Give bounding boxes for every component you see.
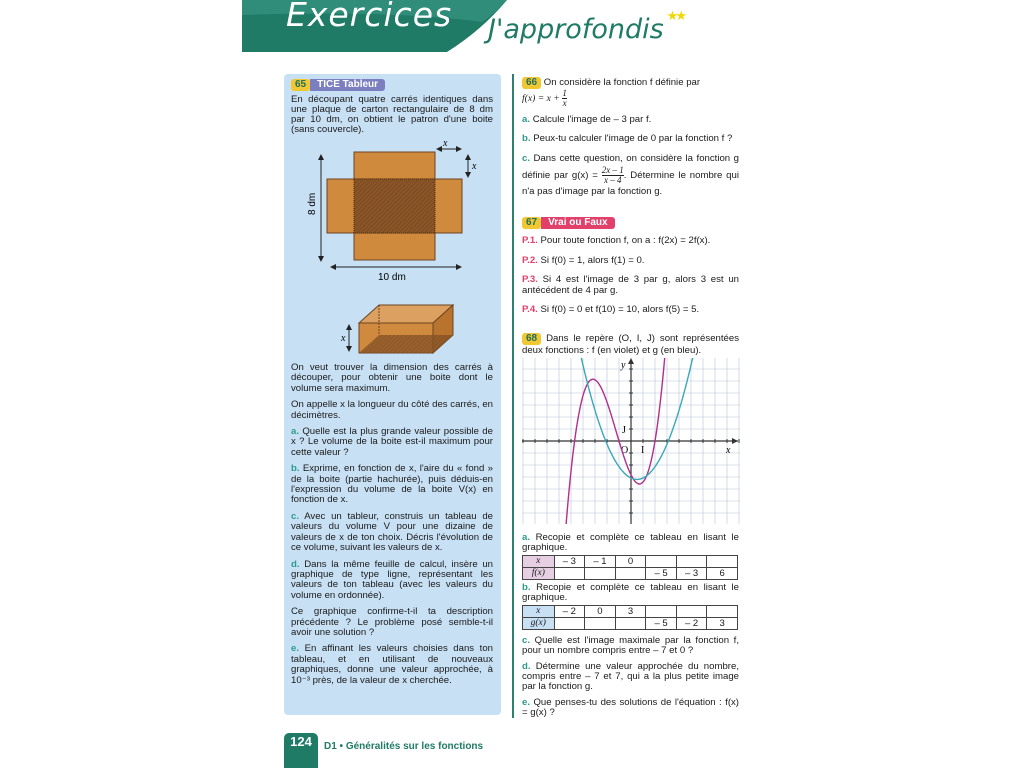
right-column xyxy=(522,77,739,726)
question-c: c. Quelle est l'image maximale par la fonction f, pour un nombre compris entre – 7 et 0 ? xyxy=(522,634,739,656)
exercise-number: 68 xyxy=(522,333,541,345)
column-divider xyxy=(512,74,514,718)
paragraph: On veut trouver la dimension des carrés à découper, pour obtenir une boite dont le volume sera maximum. xyxy=(291,362,493,394)
table-cell xyxy=(615,567,646,579)
question-e: e. En affinant les valeurs choisies dans ton tableau, et en utilisant de nouveaux graphiques, donne une valeur approchée, à 10⁻³ près, de la valeur de x cherchée. xyxy=(291,643,494,686)
table-cell xyxy=(676,555,707,567)
exercise-tag: Vrai ou Faux xyxy=(541,217,614,229)
x-axis-arrow-icon xyxy=(732,438,738,444)
table-cell: – 3 xyxy=(554,555,585,567)
table-cell xyxy=(554,617,585,629)
curve-g xyxy=(579,358,695,479)
question-b: b. Recopie et complète ce tableau en lisant le graphique. xyxy=(522,581,739,603)
question-e: e. Que penses-tu des solutions de l'équation : f(x) = g(x) ? xyxy=(522,696,740,718)
exercise-number: 66 xyxy=(522,77,541,89)
header-banner xyxy=(242,0,762,54)
table-cell xyxy=(585,617,616,629)
fig-label-x: x xyxy=(472,161,477,172)
axis-label-J: J xyxy=(622,424,626,436)
question-b: b. Exprime, en fonction de x, l'aire du « fond » de la boite (partie hachurée), puis déduis-en l'expression du volume de la boite V(x) en fonction de x. xyxy=(291,463,493,506)
row-header: x xyxy=(523,605,555,617)
table-cell: – 2 xyxy=(554,605,585,617)
paragraph: On appelle x la longueur du côté des carrés, en décimètres. xyxy=(291,399,493,421)
row-header: g(x) xyxy=(523,617,555,629)
axis-label-x: x xyxy=(726,444,731,456)
axis-label-I: I xyxy=(641,444,645,456)
true-false-item: P.2. Si f(0) = 1, alors f(1) = 0. xyxy=(522,254,645,266)
chapter-title: D1 • Généralités sur les fonctions xyxy=(324,741,484,752)
table-cell xyxy=(646,555,677,567)
fig-label-x: x xyxy=(443,138,448,149)
true-false-item: P.3. Si 4 est l'image de 3 par g, alors 3 est un antécédent de 4 par g. xyxy=(522,273,739,297)
table-cell xyxy=(707,605,738,617)
table-f xyxy=(522,555,738,580)
true-false-list xyxy=(522,235,739,315)
paragraph: En découpant quatre carrés identiques dans une plaque de carton rectangulaire de 8 dm par 10 dm, on obtient le patron d'une boite (sans couvercle). xyxy=(291,94,493,135)
table-cell xyxy=(646,605,677,617)
table-cell: 0 xyxy=(585,605,616,617)
question-a: a. Calcule l'image de – 3 par f. xyxy=(522,114,652,125)
page-number: 124 xyxy=(284,733,318,768)
table-cell: 6 xyxy=(707,567,738,579)
axis-label-O: O xyxy=(621,444,629,456)
fig-label-height: 8 dm xyxy=(307,192,318,215)
row-header: f(x) xyxy=(523,567,555,579)
exercise-67 xyxy=(522,217,739,229)
table-cell: 3 xyxy=(707,617,738,629)
table-cell: – 2 xyxy=(676,617,707,629)
question-c: c. Avec un tableur, construis un tableau de valeurs du volume V pour une dizaine de valeurs de x de ton choix. Décris l'évolution de ce volume, suivant les valeurs de x. xyxy=(291,510,493,554)
fraction: $\frac{1}{x}$ xyxy=(562,88,567,108)
row-header: x xyxy=(523,555,555,567)
fraction: $\frac{2x - 1}{x - 4}$ xyxy=(601,165,624,186)
exercise-66: 66 On considère la fonction f définie par f(x) = x + $\frac{1}{x}$ xyxy=(522,77,701,108)
question-a: a. Recopie et complète ce tableau en lisant le graphique. xyxy=(522,531,739,553)
exercise-number: 67 xyxy=(522,217,541,229)
table-cell xyxy=(707,555,738,567)
table-cell: – 3 xyxy=(676,567,707,579)
question-d: d. Détermine une valeur approchée du nombre, compris entre – 7 et 7, qui a la plus petite image par la fonction g. xyxy=(522,660,739,692)
exercise-65 xyxy=(284,74,501,715)
fig-label-width: 10 dm xyxy=(378,272,406,283)
exercise-number: 65 xyxy=(291,79,310,91)
exercise-tag: TICE Tableur xyxy=(310,79,385,91)
axis-label-y: y xyxy=(621,359,626,371)
question-d: d. Dans la même feuille de calcul, insère un graphique de type ligne, représentant les valeurs de ton tableau (avec les valeurs du volume en ordonnée). xyxy=(291,558,493,601)
function-graph xyxy=(522,358,740,524)
question-b: b. Peux-tu calculer l'image de 0 par la fonction f ? xyxy=(522,133,733,145)
table-cell: 0 xyxy=(615,555,646,567)
subtitle-row xyxy=(488,8,684,46)
table-cell: – 5 xyxy=(646,617,677,629)
exercise-68: 68 Dans le repère (O, I, J) sont représentées deux fonctions : f (en violet) et g (en bleu). xyxy=(522,333,739,357)
section-subtitle: J'approfondis xyxy=(488,14,664,45)
paragraph: Ce graphique confirme-t-il ta description précédente ? Le problème posé semble-t-il avoir une solution ? xyxy=(291,606,493,638)
true-false-item: P.4. Si f(0) = 0 et f(10) = 10, alors f(5) = 5. xyxy=(522,304,700,316)
table-cell: – 5 xyxy=(646,567,677,579)
difficulty-stars-icon: ★★ xyxy=(666,8,684,23)
table-cell xyxy=(676,605,707,617)
table-cell xyxy=(585,567,616,579)
table-cell: – 1 xyxy=(585,555,616,567)
section-title: Exercices xyxy=(286,0,453,34)
table-cell xyxy=(615,617,646,629)
question-c: c. Dans cette question, on considère la fonction g définie par g(x) = $\frac{2x - 1}{x - 4}$ . Détermine le nombre qui n'a pas d'image par la fonction g. xyxy=(522,153,739,198)
table-g xyxy=(522,605,738,630)
table-cell: 3 xyxy=(615,605,646,617)
y-axis-arrow-icon xyxy=(628,358,634,364)
fig-label-x: x xyxy=(341,333,346,344)
question-a: a. Quelle est la plus grande valeur possible de x ? Le volume de la boite est-il maximum pour cette valeur ? xyxy=(291,426,493,458)
box-pattern-figure xyxy=(291,137,493,357)
table-cell xyxy=(554,567,585,579)
true-false-item: P.1. Pour toute fonction f, on a : f(2x) = 2f(x). xyxy=(522,235,711,247)
